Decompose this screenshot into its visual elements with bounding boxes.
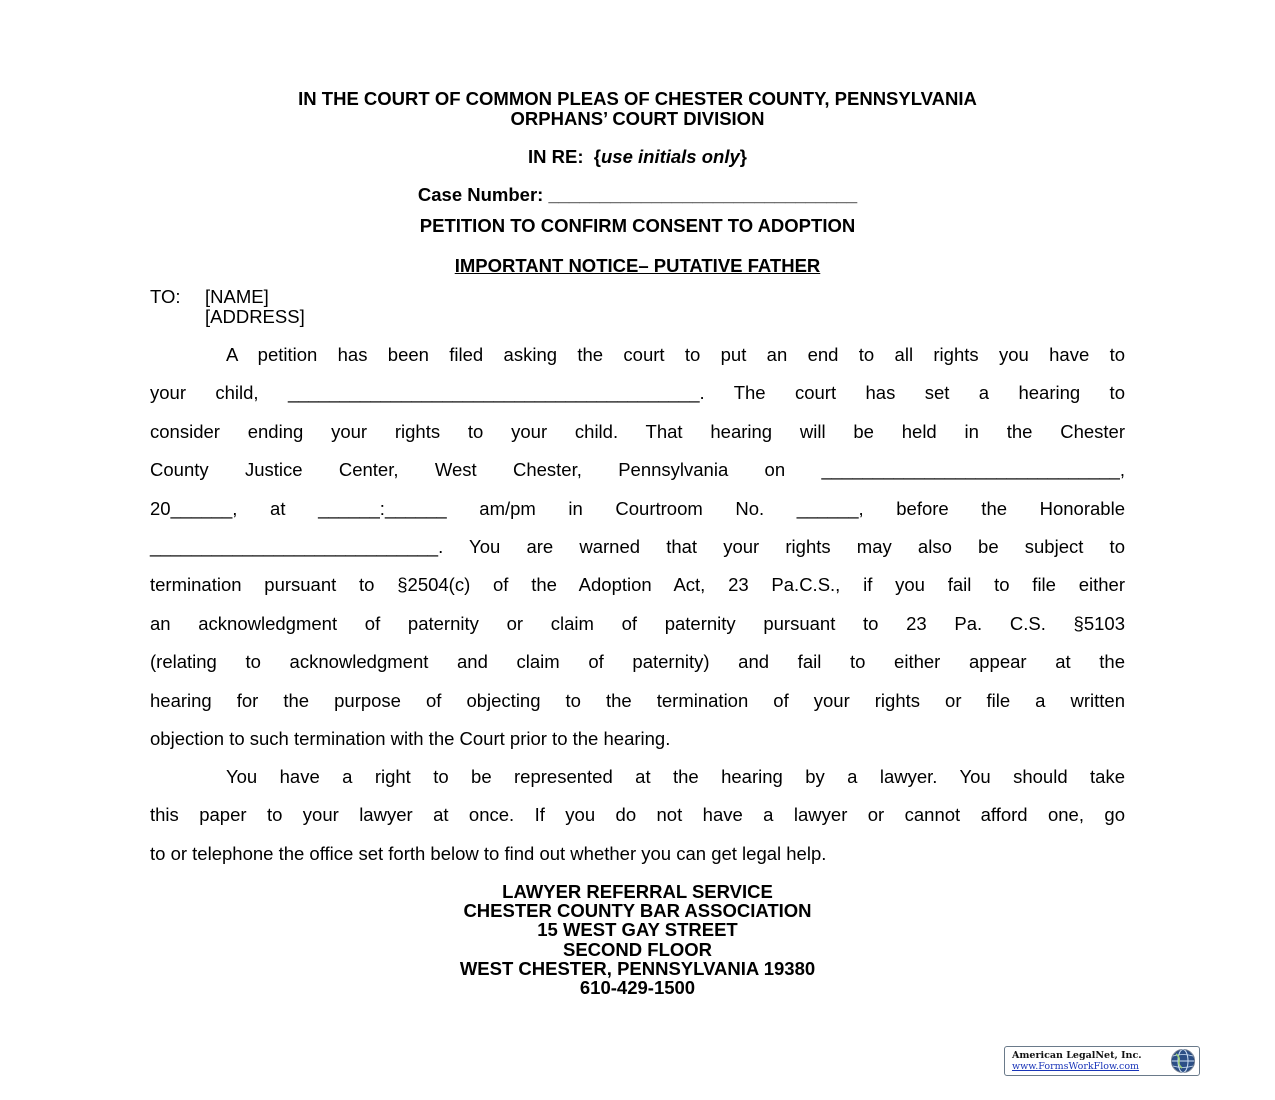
- case-number: Case Number: ______________________________: [417, 184, 858, 205]
- document-title: PETITION TO CONFIRM CONSENT TO ADOPTION: [419, 215, 856, 236]
- in-re-label: IN RE:: [528, 146, 584, 167]
- floor: SECOND FLOOR: [562, 938, 713, 960]
- notice-paragraph-2: [150, 767, 1125, 882]
- paragraph-line: A petition has been filed asking the court to put an end to all rights you have to: [226, 344, 1125, 365]
- paragraph-line: hearing for the purpose of objecting to the termination of your rights or file a written: [150, 689, 1125, 711]
- city-state-zip: WEST CHESTER, PENNSYLVANIA 19380: [459, 957, 816, 979]
- lawyer-referral-block: [0, 882, 1275, 997]
- paragraph-line: consider ending your rights to your child. That hearing will be held in the Chester: [150, 420, 1125, 442]
- recipient-block: [150, 287, 305, 327]
- phone-number: 610-429-1500: [579, 977, 696, 999]
- paragraph-line: an acknowledgment of paternity or claim of paternity pursuant to 23 Pa. C.S. §5103: [150, 612, 1125, 634]
- forms-workflow-logo[interactable]: [1004, 1046, 1200, 1076]
- recipient-address: [ADDRESS]: [205, 306, 305, 327]
- paragraph-line: this paper to your lawyer at once. If you do not have a lawyer or cannot afford one, go: [150, 804, 1125, 826]
- paragraph-line: termination pursuant to §2504(c) of the Adoption Act, 23 Pa.C.S., if you fail to file either: [150, 574, 1125, 596]
- paragraph-line: to or telephone the office set forth below to find out whether you can get legal help.: [150, 842, 827, 864]
- in-re-close-brace: }: [739, 146, 747, 167]
- court-name: IN THE COURT OF COMMON PLEAS OF CHESTER COUNTY, PENNSYLVANIA: [298, 88, 977, 109]
- to-label: TO:: [150, 286, 181, 307]
- logo-company-name: American LegalNet, Inc.: [1012, 1050, 1142, 1061]
- in-re-hint: use initials only: [600, 146, 740, 167]
- in-re-open-brace: {: [593, 146, 601, 167]
- notice-heading: IMPORTANT NOTICE– PUTATIVE FATHER: [454, 255, 821, 276]
- paragraph-line: your child, ________________________________________. The court has set a hearing to: [150, 382, 1125, 404]
- in-re-line: [0, 147, 1275, 167]
- notice-paragraph-1: [150, 345, 1125, 767]
- court-division: ORPHANS’ COURT DIVISION: [510, 108, 765, 129]
- paragraph-line: County Justice Center, West Chester, Pennsylvania on _____________________________,: [150, 459, 1125, 481]
- referral-service-name: LAWYER REFERRAL SERVICE: [502, 881, 773, 902]
- bar-association-name: CHESTER COUNTY BAR ASSOCIATION: [463, 900, 812, 922]
- paragraph-line: objection to such termination with the Court prior to the hearing.: [150, 727, 671, 749]
- recipient-name: [NAME]: [205, 286, 269, 307]
- logo-url-link[interactable]: www.FormsWorkFlow.com: [1012, 1061, 1140, 1072]
- paragraph-line: 20______, at ______:______ am/pm in Courtroom No. ______, before the Honorable: [150, 497, 1125, 519]
- paragraph-line: (relating to acknowledgment and claim of paternity) and fail to either appear at the: [150, 651, 1125, 673]
- paragraph-line: ____________________________. You are warned that your rights may also be subject to: [150, 535, 1125, 557]
- globe-icon: [1170, 1048, 1196, 1074]
- street-address: 15 WEST GAY STREET: [537, 919, 738, 941]
- paragraph-line: You have a right to be represented at the hearing by a lawyer. You should take: [226, 766, 1125, 787]
